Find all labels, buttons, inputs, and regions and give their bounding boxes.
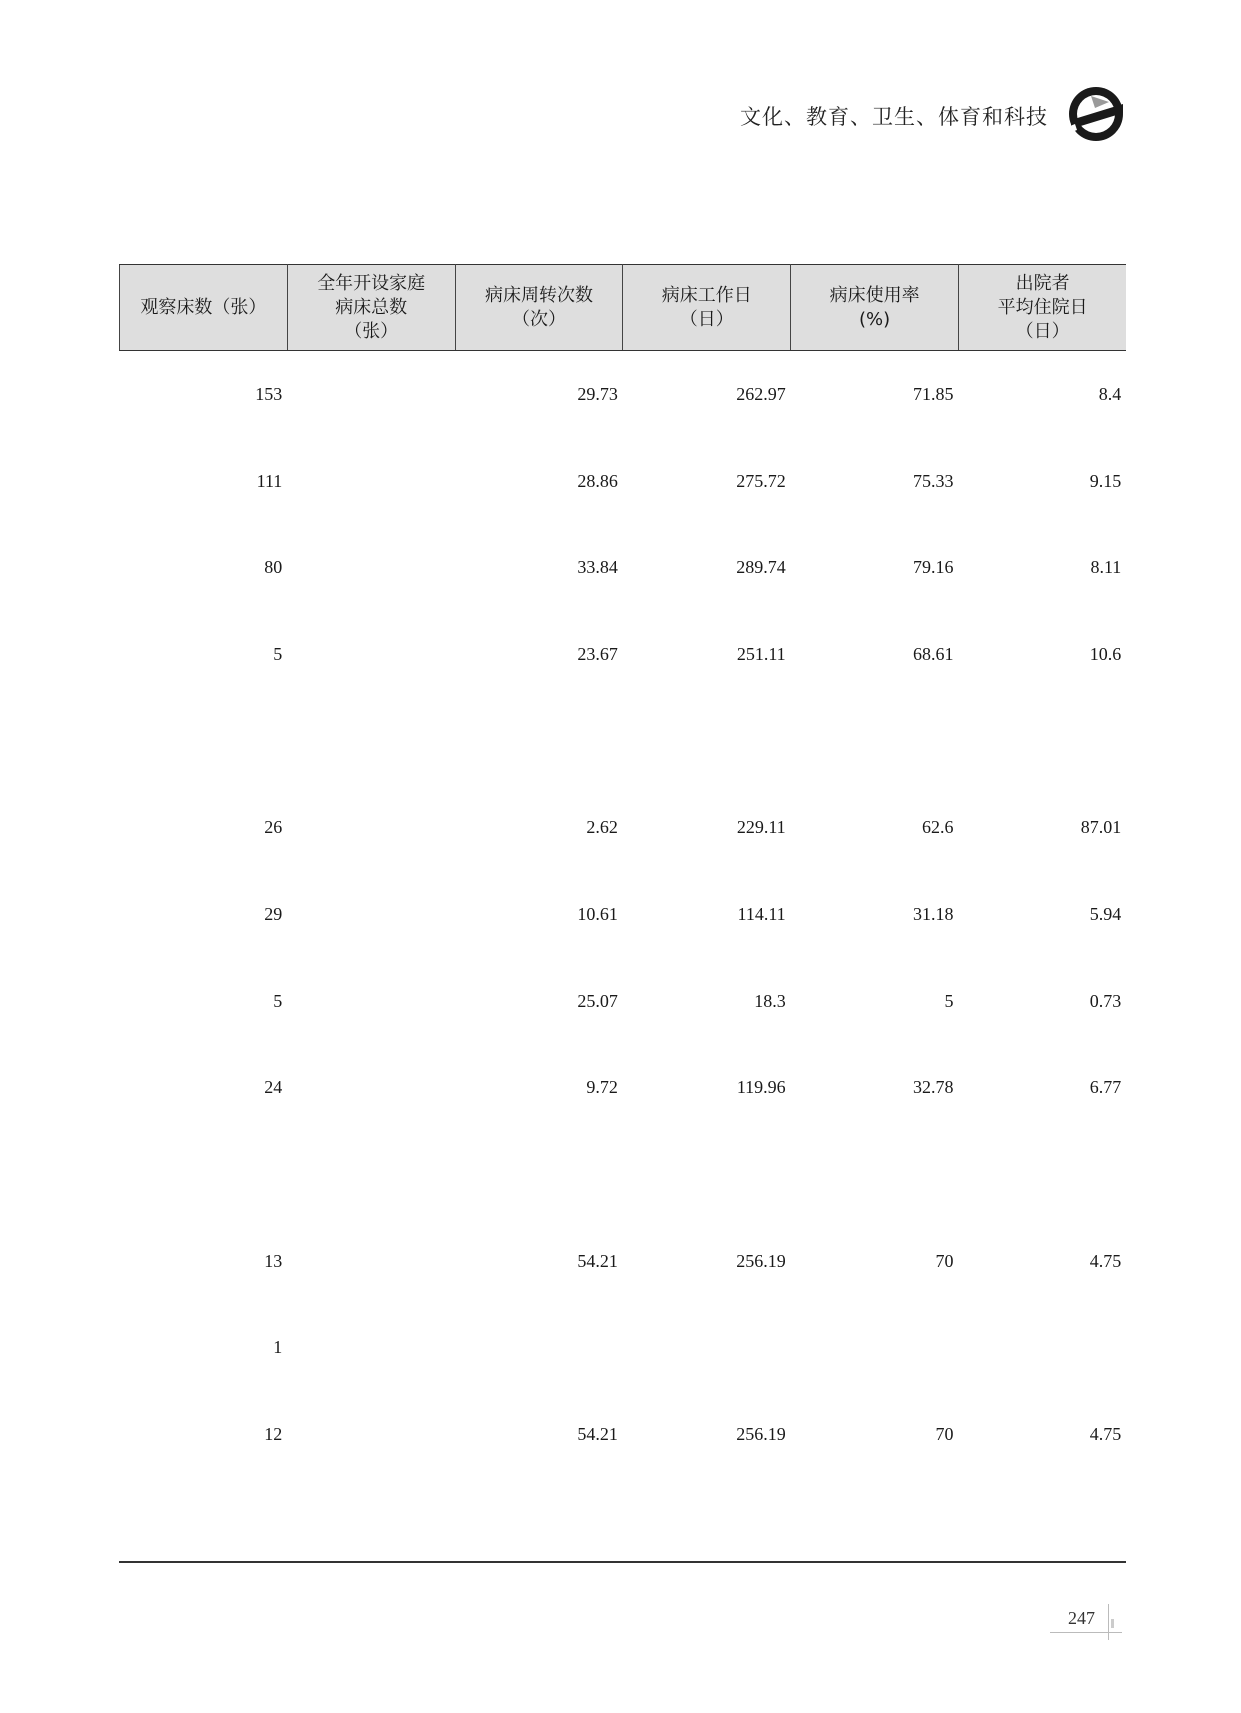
table-cell xyxy=(287,1391,455,1478)
table-cell: 256.19 xyxy=(736,1424,786,1445)
table-cell: 111 xyxy=(256,470,283,491)
column-header-0 xyxy=(120,265,288,351)
table-cell: 70 xyxy=(935,1424,954,1445)
table-cell: 251.11 xyxy=(736,643,786,664)
table-cell xyxy=(287,611,455,698)
table-cell: 75.33 xyxy=(912,470,954,491)
table-cell: 10.61 xyxy=(577,903,618,924)
column-header-line: 病床总数 xyxy=(335,296,408,318)
table-cell: 9.72 xyxy=(586,1077,618,1098)
table-bottom-rule xyxy=(119,1561,1126,1563)
table-cell xyxy=(455,1131,623,1218)
column-header-line: 病床工作日 xyxy=(661,284,752,306)
statistics-logo-icon xyxy=(1065,84,1127,144)
table-row xyxy=(120,1131,1127,1218)
table-cell: 62.6 xyxy=(921,817,954,838)
folio-rule-horizontal xyxy=(1050,1632,1122,1633)
table-cell xyxy=(120,1131,288,1218)
table-cell: 153 xyxy=(255,383,283,404)
table-cell: 256.19 xyxy=(736,1250,786,1271)
table-row xyxy=(120,1045,1127,1132)
table-row xyxy=(120,351,1127,438)
table-cell: 2.62 xyxy=(586,817,618,838)
hospital-bed-statistics-table xyxy=(119,264,1126,1478)
column-header-4 xyxy=(791,265,959,351)
table-cell: 29.73 xyxy=(577,383,618,404)
column-header-line: （日） xyxy=(679,308,734,330)
table-cell xyxy=(623,1131,791,1218)
table-cell: 79.16 xyxy=(912,557,954,578)
table-cell xyxy=(287,784,455,871)
table-cell: 0.73 xyxy=(1089,990,1122,1011)
table-cell: 26 xyxy=(264,817,283,838)
table-row xyxy=(120,524,1127,611)
table-row xyxy=(120,784,1127,871)
table-row xyxy=(120,438,1127,525)
table-cell xyxy=(791,1305,959,1392)
table-cell xyxy=(791,1131,959,1218)
table-body xyxy=(120,351,1127,1478)
table-cell xyxy=(958,1305,1126,1392)
table-cell: 10.6 xyxy=(1089,643,1122,664)
column-header-line: （次） xyxy=(511,308,566,330)
table-cell: 13 xyxy=(264,1250,283,1271)
table-cell: 70 xyxy=(935,1250,954,1271)
table-cell: 32.78 xyxy=(912,1077,954,1098)
column-header-2 xyxy=(455,265,623,351)
column-header-line: 平均住院日 xyxy=(997,296,1088,318)
column-header-3 xyxy=(623,265,791,351)
table-row xyxy=(120,1305,1127,1392)
table-cell: 5 xyxy=(273,990,283,1011)
folio-tick-mark xyxy=(1111,1619,1114,1628)
table-cell: 4.75 xyxy=(1089,1424,1122,1445)
table-cell xyxy=(287,1305,455,1392)
table-cell: 87.01 xyxy=(1080,817,1122,838)
column-header-line: 全年开设家庭 xyxy=(317,272,426,294)
table-row xyxy=(120,871,1127,958)
table-cell: 289.74 xyxy=(736,557,786,578)
column-header-1 xyxy=(287,265,455,351)
table-cell: 12 xyxy=(264,1424,283,1445)
table-cell: 71.85 xyxy=(912,383,954,404)
table-cell xyxy=(958,698,1126,785)
table-header-row xyxy=(120,265,1127,351)
table-cell: 6.77 xyxy=(1089,1077,1122,1098)
table-cell xyxy=(287,1218,455,1305)
table-cell: 8.11 xyxy=(1090,557,1122,578)
table-cell xyxy=(287,1131,455,1218)
table-cell: 262.97 xyxy=(736,383,786,404)
column-header-line: （张） xyxy=(344,320,399,342)
table-cell: 119.96 xyxy=(736,1077,786,1098)
column-header-5 xyxy=(958,265,1126,351)
table-cell xyxy=(958,1131,1126,1218)
table-cell xyxy=(455,698,623,785)
table-cell: 18.3 xyxy=(754,990,786,1011)
table-cell: 5.94 xyxy=(1089,903,1122,924)
table-cell: 54.21 xyxy=(577,1424,618,1445)
table-cell: 229.11 xyxy=(736,817,786,838)
table-cell: 24 xyxy=(264,1077,283,1098)
page-number: 247 xyxy=(1068,1608,1095,1628)
table-cell xyxy=(287,351,455,438)
table-cell: 29 xyxy=(264,903,283,924)
table-cell xyxy=(791,698,959,785)
table-cell xyxy=(455,1305,623,1392)
table-cell: 54.21 xyxy=(577,1250,618,1271)
column-header-line: (%) xyxy=(859,308,891,330)
table-cell xyxy=(287,438,455,525)
table-cell: 8.4 xyxy=(1098,383,1122,404)
table-cell: 4.75 xyxy=(1089,1250,1122,1271)
table-cell: 80 xyxy=(264,557,283,578)
folio-rule-vertical xyxy=(1108,1604,1109,1640)
column-header-line: 病床使用率 xyxy=(829,284,920,306)
column-header-line: 病床周转次数 xyxy=(484,284,593,306)
running-head-title: 文化、教育、卫生、体育和科技 xyxy=(740,105,1048,129)
table-row xyxy=(120,698,1127,785)
table-cell: 23.67 xyxy=(577,643,618,664)
table-row xyxy=(120,611,1127,698)
table-cell xyxy=(287,524,455,611)
table-cell: 9.15 xyxy=(1089,470,1122,491)
table-cell: 25.07 xyxy=(577,990,618,1011)
column-header-line: （日） xyxy=(1015,320,1070,342)
column-header-line: 出院者 xyxy=(1015,272,1070,294)
table-cell xyxy=(623,1305,791,1392)
table-cell xyxy=(623,698,791,785)
table-cell: 33.84 xyxy=(577,557,618,578)
table-cell: 5 xyxy=(273,643,283,664)
table-cell xyxy=(287,1045,455,1132)
table-cell xyxy=(287,871,455,958)
table-cell xyxy=(287,958,455,1045)
table-cell: 28.86 xyxy=(577,470,618,491)
table-cell xyxy=(120,698,288,785)
table-cell: 114.11 xyxy=(737,903,786,924)
table-cell: 1 xyxy=(273,1337,283,1358)
table-cell: 68.61 xyxy=(912,643,954,664)
column-header-line: 观察床数（张） xyxy=(140,296,267,318)
table-row xyxy=(120,1391,1127,1478)
table-cell xyxy=(287,698,455,785)
table-row xyxy=(120,958,1127,1045)
table-row xyxy=(120,1218,1127,1305)
table-cell: 31.18 xyxy=(912,903,954,924)
table-cell: 275.72 xyxy=(736,470,786,491)
table-cell: 5 xyxy=(944,990,954,1011)
